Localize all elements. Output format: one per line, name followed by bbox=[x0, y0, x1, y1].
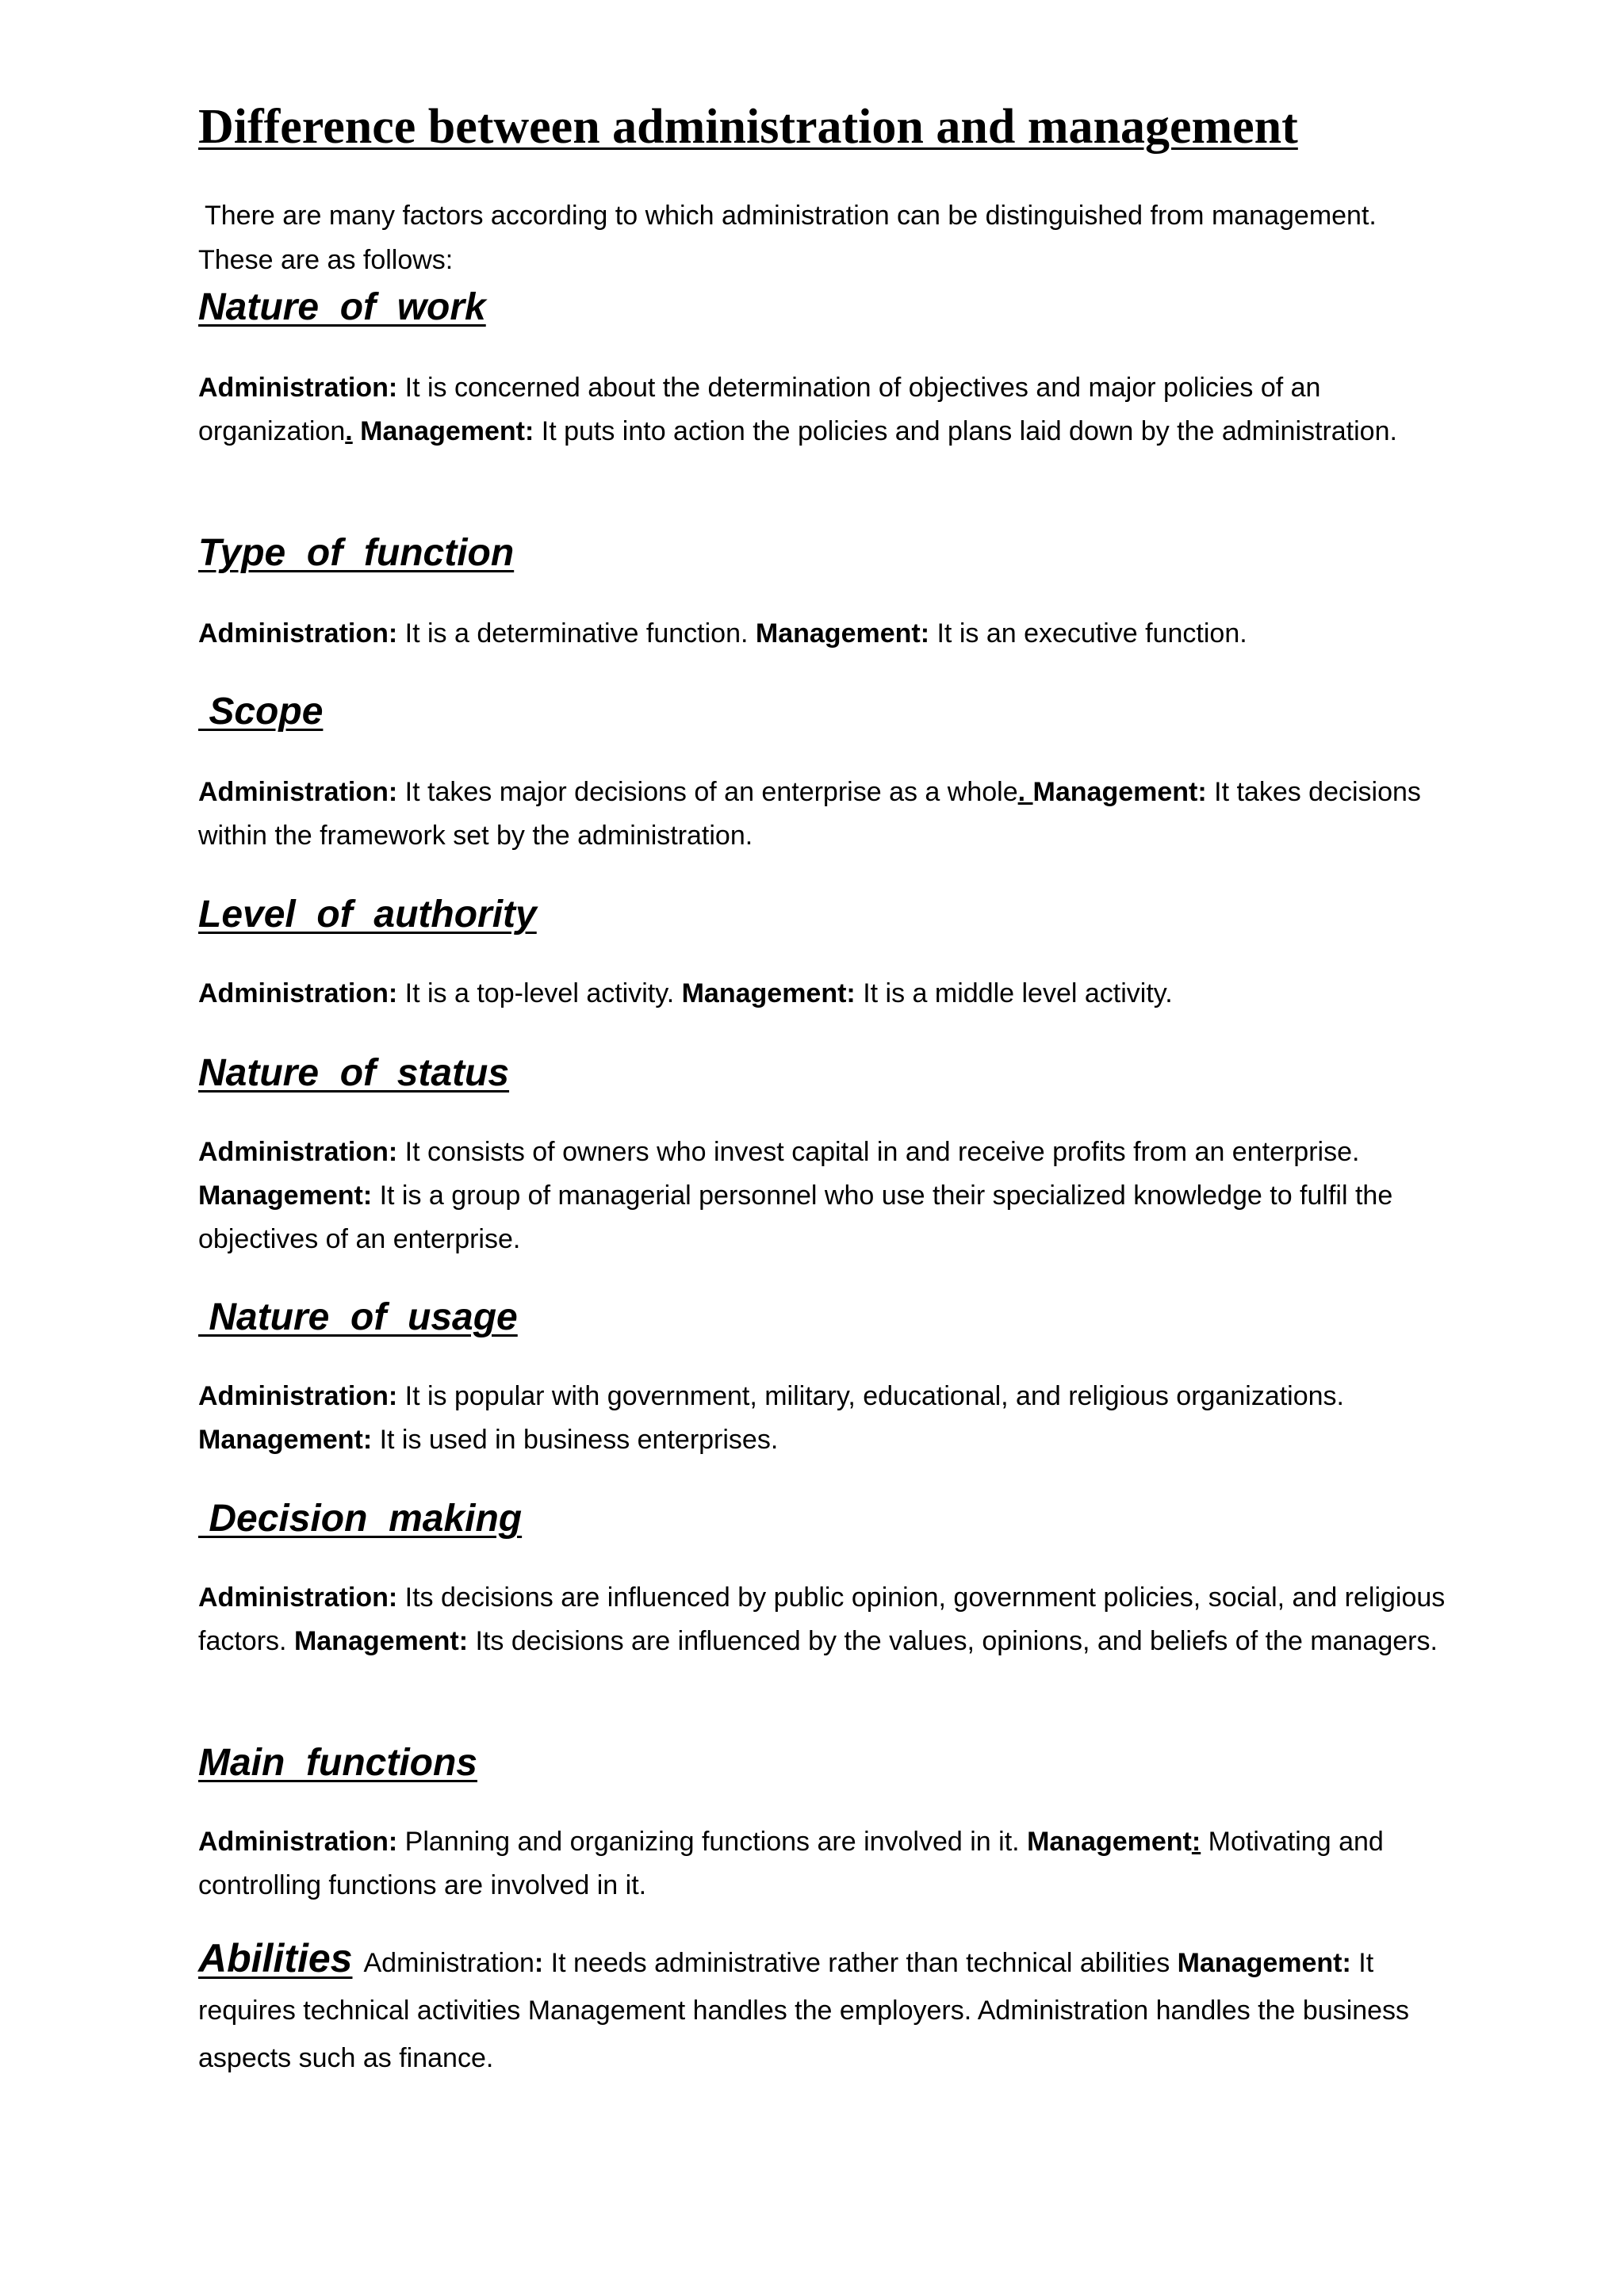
admin-text: It consists of owners who invest capital in and receive profits from an enterprise. bbox=[397, 1137, 1360, 1167]
management-text: It is a group of managerial personnel who use their specialized knowledge to fulfil the objectives of an enterprise. bbox=[198, 1181, 1393, 1254]
management-text: It is an executive function. bbox=[929, 618, 1247, 649]
section-heading-abilities: Abilities bbox=[198, 1936, 353, 1980]
section-body-scope bbox=[198, 771, 1451, 858]
admin-label: Administration: bbox=[198, 373, 398, 403]
admin-text: It is popular with government, military, educational, and religious organizations. bbox=[397, 1381, 1344, 1411]
management-text: It requires technical activities Management handles the employers. Administration handles the business aspects such as finance. bbox=[198, 1948, 1410, 2073]
admin-text: It is a top-level activity. bbox=[397, 978, 682, 1008]
management-label: Management: bbox=[198, 1181, 373, 1211]
section-body-nature-of-usage bbox=[198, 1375, 1451, 1462]
separator: . bbox=[1017, 777, 1033, 807]
admin-label: Administration: bbox=[198, 1381, 398, 1411]
admin-colon: : bbox=[534, 1948, 544, 1978]
intro-line-2: These are as follows: bbox=[198, 245, 454, 275]
management-label: Management: bbox=[755, 618, 930, 649]
intro-paragraph bbox=[198, 193, 1467, 282]
admin-label: Administration: bbox=[198, 978, 398, 1008]
page-title: Difference between administration and management bbox=[198, 100, 1298, 154]
management-text: It is a middle level activity. bbox=[855, 978, 1173, 1008]
intro-line-1: There are many factors according to which administration can be distinguished from management. bbox=[205, 201, 1377, 231]
admin-text: It needs administrative rather than technical abilities bbox=[543, 1948, 1178, 1978]
management-text: It takes decisions within the framework set by the administration. bbox=[198, 777, 1421, 851]
management-text: Motivating and controlling functions are involved in it. bbox=[198, 1827, 1384, 1900]
management-label: Management: bbox=[198, 1425, 373, 1455]
section-heading-type-of-function: Type of function bbox=[198, 532, 515, 574]
admin-label: Administration bbox=[363, 1948, 534, 1978]
section-body-nature-of-work bbox=[198, 366, 1451, 453]
section-body-main-functions bbox=[198, 1820, 1451, 1908]
section-body-type-of-function bbox=[198, 612, 1451, 656]
management-label: Management: bbox=[1032, 777, 1207, 807]
admin-label: Administration: bbox=[198, 618, 398, 649]
section-abilities bbox=[198, 1934, 1459, 2082]
management-label: Management: bbox=[681, 978, 856, 1008]
section-heading-main-functions: Main functions bbox=[198, 1742, 477, 1784]
management-text: Its decisions are influenced by the values, opinions, and beliefs of the managers. bbox=[468, 1626, 1438, 1656]
admin-text: Planning and organizing functions are involved in it. bbox=[397, 1827, 1028, 1857]
section-heading-scope: Scope bbox=[198, 691, 324, 733]
separator: . bbox=[345, 416, 353, 446]
section-heading-level-of-authority: Level of authority bbox=[198, 894, 537, 936]
admin-label: Administration: bbox=[198, 777, 398, 807]
section-heading-decision-making: Decision making bbox=[198, 1498, 523, 1540]
section-heading-nature-of-work: Nature of work bbox=[198, 286, 486, 328]
management-label: Management: bbox=[360, 416, 534, 446]
admin-label: Administration: bbox=[198, 1827, 398, 1857]
management-text: It puts into action the policies and plans laid down by the administration. bbox=[534, 416, 1397, 446]
admin-label: Administration: bbox=[198, 1582, 398, 1613]
section-body-nature-of-status bbox=[198, 1131, 1451, 1261]
management-label: Management bbox=[1027, 1827, 1192, 1857]
section-body-decision-making bbox=[198, 1576, 1451, 1663]
admin-text: It is concerned about the determination of objectives and major policies of an organization bbox=[198, 373, 1321, 446]
admin-text: It is a determinative function. bbox=[397, 618, 756, 649]
admin-text: Its decisions are influenced by public opinion, government policies, social, and religious factors. bbox=[198, 1582, 1446, 1656]
admin-label: Administration: bbox=[198, 1137, 398, 1167]
section-heading-nature-of-status: Nature of status bbox=[198, 1052, 510, 1094]
management-label: Management: bbox=[293, 1626, 469, 1656]
admin-text: It takes major decisions of an enterprise as a whole bbox=[397, 777, 1018, 807]
management-colon: : bbox=[1191, 1827, 1201, 1857]
management-label: Management: bbox=[1177, 1948, 1351, 1978]
section-heading-nature-of-usage: Nature of usage bbox=[198, 1296, 518, 1338]
management-text: It is used in business enterprises. bbox=[372, 1425, 779, 1455]
section-body-level-of-authority bbox=[198, 972, 1451, 1016]
